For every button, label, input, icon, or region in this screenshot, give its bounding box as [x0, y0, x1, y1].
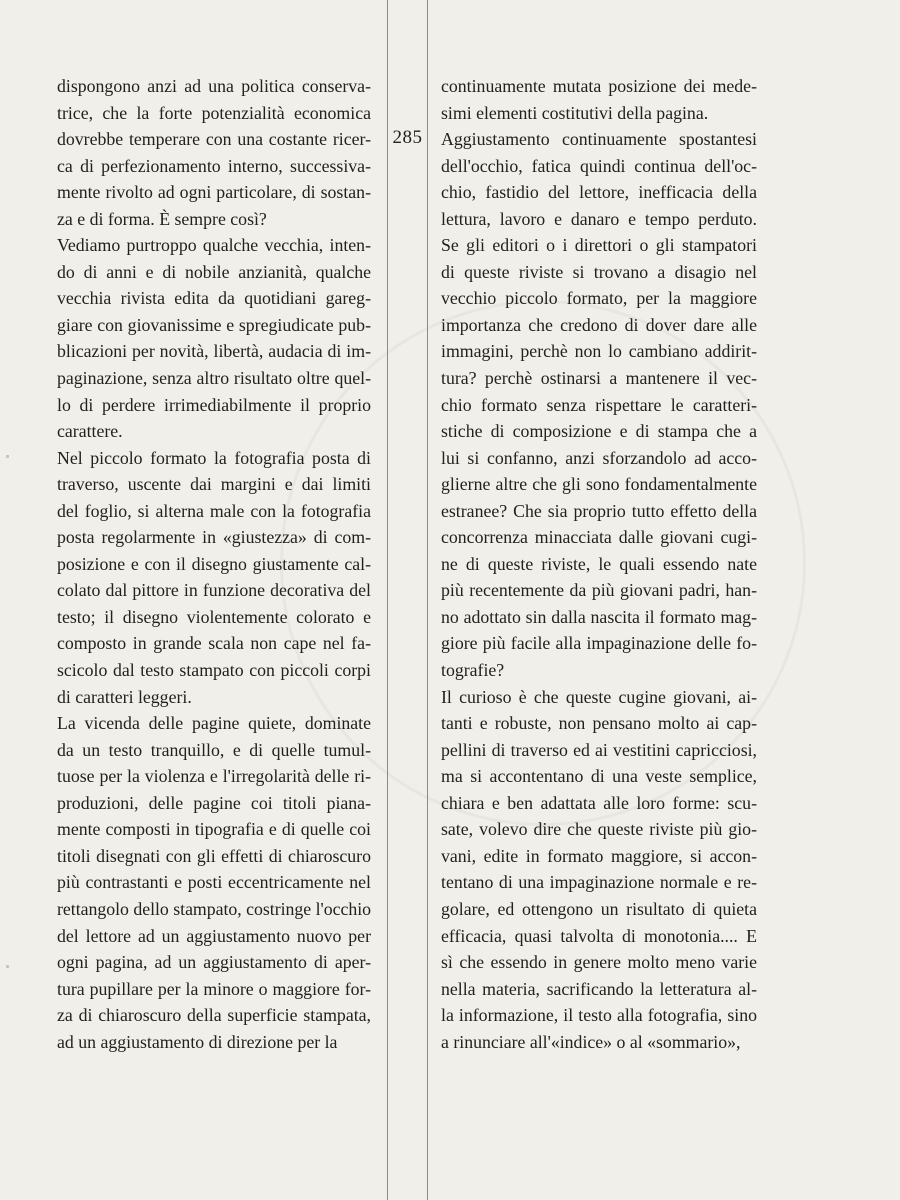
text-line: continuamente mutata posizione dei mede-: [441, 76, 757, 96]
text-line: tografie?: [441, 660, 505, 681]
text-line: sate, volevo dire che queste riviste più gio-: [441, 819, 757, 840]
text-line: ogni pagina, ad un aggiustamento di aper-: [57, 952, 371, 973]
text-line: chiara e ben adattata alle loro forme: scu-: [441, 792, 757, 813]
page-number: 285: [392, 127, 423, 148]
text-line: Aggiustamento continuamente spostantesi: [441, 129, 757, 150]
text-line: composto in grande scala non cape nel fa-: [57, 633, 371, 654]
text-line: carattere.: [57, 421, 123, 442]
text-line: colato dal pittore in funzione decorativa del: [57, 580, 371, 601]
text-line: testo; il disegno violentemente colorato e: [57, 606, 371, 627]
paragraph: [441, 126, 757, 683]
text-line: da un testo tranquillo, e di quelle tumul-: [57, 739, 371, 760]
text-line: mente composti in tipografia e di quelle coi: [57, 819, 371, 840]
text-line: ne di queste riviste, le quali essendo nate: [441, 553, 757, 574]
text-line: za e di forma. È sempre così?: [57, 208, 267, 229]
text-line: tuose per la violenza e l'irregolarità delle ri-: [57, 766, 371, 787]
text-line: efficacia, quasi talvolta di monotonia.... E: [441, 925, 757, 946]
text-column-left: [57, 73, 371, 1055]
text-line: posizione e con il disegno giustamente cal-: [57, 553, 371, 574]
text-line: chio, fastidio del lettore, inefficacia della: [441, 182, 757, 203]
text-line: vecchio piccolo formato, per la maggiore: [441, 288, 757, 309]
column-rule-right: [427, 0, 428, 1200]
text-line: Se gli editori o i direttori o gli stampatori: [441, 235, 757, 256]
text-line: scicolo dal testo stampato con piccoli corpi: [57, 660, 371, 681]
text-line: Nel piccolo formato la fotografia posta di: [57, 447, 371, 468]
text-line: mente rivolto ad ogni particolare, di sostan-: [57, 182, 371, 203]
text-line: traverso, uscente dai margini e dai limiti: [57, 474, 371, 495]
text-line: ca di perfezionamento interno, successiva-: [57, 155, 371, 176]
text-line: immagini, perchè non lo cambiano addirit-: [441, 341, 757, 362]
paragraph: [57, 232, 371, 444]
text-line: di queste riviste si trovano a disagio nel: [441, 261, 757, 282]
paragraph: [441, 73, 757, 126]
text-line: golare, ed ottengono un risultato di quieta: [441, 898, 757, 919]
text-line: tentano di una impaginazione normale e re-: [441, 872, 757, 893]
text-line: giore più facile alla impaginazione delle fo-: [441, 633, 757, 654]
text-line: importanza che credono di dover dare alle: [441, 314, 757, 335]
text-line: chio formato senza rispettare le caratteri-: [441, 394, 757, 415]
text-line: La vicenda delle pagine quiete, dominate: [57, 713, 371, 734]
text-line: dell'occhio, fatica quindi continua dell'oc-: [441, 155, 757, 176]
text-line: di caratteri leggeri.: [57, 686, 192, 707]
text-line: lo di perdere irrimediabilmente il proprio: [57, 394, 371, 415]
paragraph: [57, 710, 371, 1055]
column-rule-left: [387, 0, 388, 1200]
text-line: Vediamo purtroppo qualche vecchia, inten-: [57, 235, 371, 256]
text-line: del lettore ad un aggiustamento nuovo per: [57, 925, 371, 946]
text-line: più contrastanti e posti eccentricamente nel: [57, 872, 371, 893]
text-line: posta regolarmente in «giustezza» di com-: [57, 527, 371, 548]
text-line: za di chiaroscuro della superficie stampata,: [57, 1005, 371, 1026]
margin-mark: [6, 455, 9, 458]
text-line: blicazioni per novità, libertà, audacia di im-: [57, 341, 371, 362]
text-line: vani, edite in formato maggiore, si accon-: [441, 845, 757, 866]
paragraph: [57, 445, 371, 710]
text-line: più recentemente da più giovani padri, han-: [441, 580, 757, 601]
text-line: dispongono anzi ad una politica conserva-: [57, 76, 371, 96]
text-line: titoli disegnati con gli effetti di chiaroscuro: [57, 845, 371, 866]
text-line: paginazione, senza altro risultato oltre quel-: [57, 368, 371, 389]
paragraph: [57, 73, 371, 232]
text-line: sì che essendo in genere molto meno varie: [441, 952, 757, 973]
paragraph: [441, 684, 757, 1056]
text-line: estranee? Che sia proprio tutto effetto della: [441, 500, 757, 521]
text-line: tura? perchè ostinarsi a mantenere il vec-: [441, 368, 757, 389]
text-line: simi elementi costitutivi della pagina.: [441, 102, 709, 123]
text-line: la informazione, il testo alla fotografia, sino: [441, 1005, 757, 1026]
text-line: a rinunciare all'«indice» o al «sommario»,: [441, 1031, 741, 1052]
text-line: no adottato sin dalla nascita il formato mag-: [441, 606, 757, 627]
text-line: tanti e robuste, non pensano molto ai cap-: [441, 713, 757, 734]
text-line: Il curioso è che queste cugine giovani, ai-: [441, 686, 757, 707]
text-line: concorrenza minacciata dalle giovani cugi-: [441, 527, 757, 548]
text-line: glierne altre che gli sono fondamentalmente: [441, 474, 757, 495]
text-line: lettura, lavoro e danaro e tempo perduto.: [441, 208, 757, 229]
text-line: del foglio, si alterna male con la fotografia: [57, 500, 371, 521]
text-column-right: [441, 73, 757, 1055]
text-line: lui si confanno, anzi sforzandolo ad acco-: [441, 447, 757, 468]
text-line: ma si accontentano di una veste semplice,: [441, 766, 757, 787]
margin-mark: [6, 965, 9, 968]
text-line: rettangolo dello stampato, costringe l'occhio: [57, 898, 371, 919]
text-line: stiche di composizione e di stampa che a: [441, 421, 757, 442]
text-line: nella materia, sacrificando la letteratura al-: [441, 978, 757, 999]
text-line: giare con giovanissime e spregiudicate pub-: [57, 314, 371, 335]
text-line: ad un aggiustamento di direzione per la: [57, 1031, 338, 1052]
text-line: tura pupillare per la minore o maggiore for-: [57, 978, 371, 999]
text-line: dovrebbe temperare con una costante ricer-: [57, 129, 371, 150]
text-line: vecchia rivista edita da quotidiani gareg-: [57, 288, 371, 309]
text-line: pellini di traverso ed ai vestitini capricciosi,: [441, 739, 757, 760]
text-line: trice, che la forte potenzialità economica: [57, 102, 371, 123]
text-line: do di anni e di nobile anzianità, qualche: [57, 261, 371, 282]
text-line: produzioni, delle pagine coi titoli piana-: [57, 792, 371, 813]
